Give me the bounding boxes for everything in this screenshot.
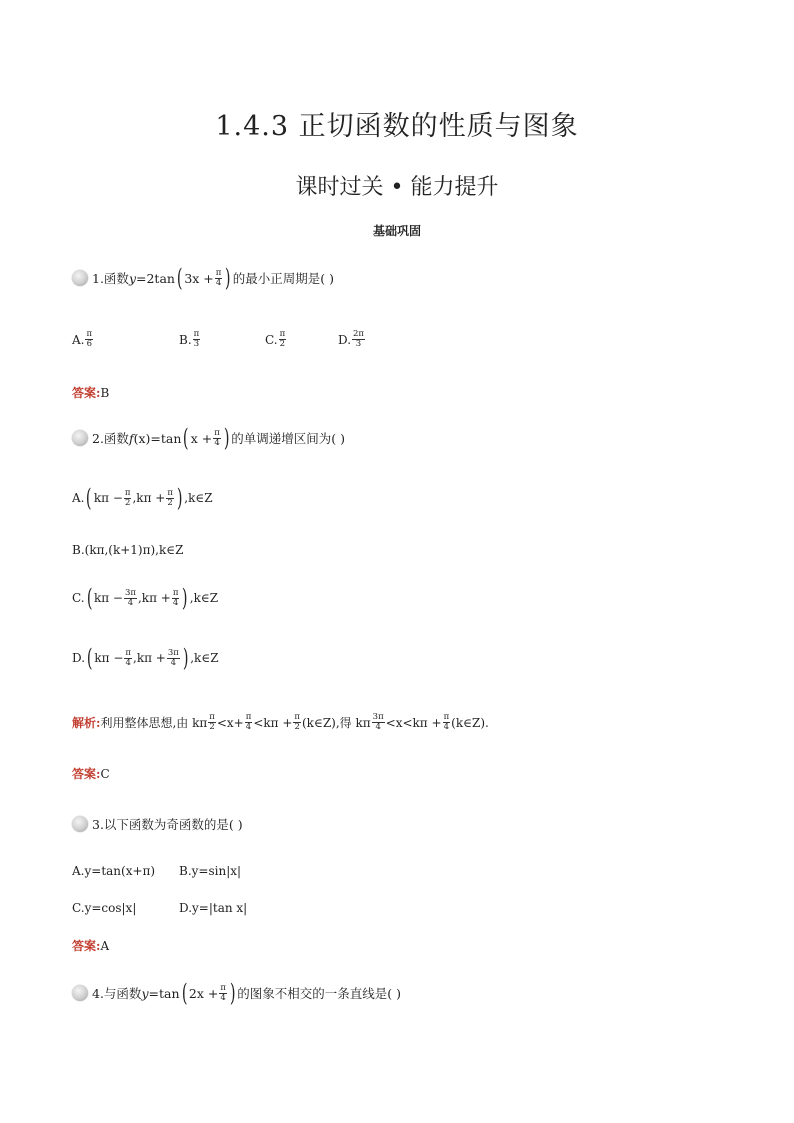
analysis-text: 利用整体思想,由 kπ bbox=[100, 716, 208, 730]
denominator: 4 bbox=[170, 657, 177, 668]
numerator: 2π bbox=[353, 329, 365, 339]
numerator: π bbox=[125, 647, 132, 658]
fraction bbox=[124, 489, 132, 508]
denominator: 4 bbox=[375, 722, 381, 732]
denominator: 6 bbox=[86, 339, 92, 349]
analysis-text: (k∈Z). bbox=[451, 715, 489, 730]
denominator: 4 bbox=[215, 277, 222, 288]
option-c bbox=[265, 330, 287, 349]
numerator: π bbox=[220, 982, 226, 993]
option-label: A. bbox=[72, 332, 85, 347]
option-a: A.y=tan(x+π) bbox=[72, 864, 156, 878]
variable: f bbox=[128, 430, 134, 446]
analysis-text: <x+ bbox=[216, 715, 244, 730]
denominator: 4 bbox=[214, 437, 220, 448]
numerator: π bbox=[193, 329, 200, 339]
variable: y bbox=[128, 270, 136, 286]
option-a bbox=[72, 484, 213, 512]
answer-label: 答案: bbox=[72, 386, 101, 400]
question-text: =2tan bbox=[136, 270, 175, 286]
denominator: 4 bbox=[443, 722, 450, 732]
denominator: 3 bbox=[355, 339, 362, 349]
analysis-label: 解析: bbox=[72, 716, 101, 730]
argument: 3x + bbox=[184, 270, 214, 286]
answer-value: C bbox=[100, 767, 110, 781]
left-paren: ( bbox=[86, 584, 93, 612]
option-a bbox=[72, 330, 94, 349]
question-text: 的最小正周期是( ) bbox=[232, 271, 334, 286]
denominator: 4 bbox=[172, 597, 179, 608]
question-text: =tan bbox=[150, 430, 182, 446]
question-marker-icon bbox=[72, 430, 88, 446]
denominator: 2 bbox=[294, 722, 300, 732]
numerator: π bbox=[167, 487, 173, 498]
numerator: π bbox=[215, 267, 222, 278]
option-b bbox=[179, 330, 201, 349]
denominator: 2 bbox=[167, 497, 173, 508]
answer-label: 答案: bbox=[72, 767, 101, 781]
fraction bbox=[293, 713, 301, 732]
answer-2 bbox=[72, 765, 110, 782]
fraction bbox=[124, 649, 132, 668]
question-marker-icon bbox=[72, 270, 88, 286]
left-paren: ( bbox=[86, 644, 93, 672]
option-d bbox=[72, 644, 219, 672]
fraction bbox=[443, 713, 451, 732]
fraction bbox=[352, 330, 365, 349]
numerator: π bbox=[86, 329, 93, 339]
numerator: π bbox=[214, 427, 220, 438]
option-label: D. bbox=[338, 332, 352, 347]
right-paren: ) bbox=[229, 979, 236, 1007]
analysis bbox=[72, 713, 489, 732]
fraction bbox=[279, 330, 287, 349]
denominator: 2 bbox=[279, 339, 286, 349]
question-marker-icon bbox=[72, 985, 88, 1001]
left-paren: ( bbox=[176, 264, 183, 292]
fraction bbox=[172, 589, 180, 608]
fraction bbox=[215, 269, 223, 288]
question-3 bbox=[72, 815, 243, 833]
option-label: C. bbox=[72, 591, 85, 605]
option-text: B.(kπ,(k+1)π),k∈Z bbox=[72, 543, 184, 557]
right-paren: ) bbox=[182, 644, 189, 672]
numerator: π bbox=[279, 329, 286, 339]
question-marker-icon bbox=[72, 816, 88, 832]
option-c: C.y=cos|x| bbox=[72, 901, 137, 915]
numerator: 3π bbox=[167, 647, 179, 658]
option-text: kπ − bbox=[93, 491, 123, 505]
denominator: 4 bbox=[127, 597, 134, 608]
fraction bbox=[166, 489, 174, 508]
question-2 bbox=[72, 424, 345, 452]
option-text: ,k∈Z bbox=[190, 651, 219, 665]
numerator: 3π bbox=[372, 712, 384, 722]
left-paren: ( bbox=[86, 484, 92, 512]
left-paren: ( bbox=[183, 424, 189, 452]
answer-value: B bbox=[100, 386, 110, 400]
numerator: π bbox=[443, 712, 450, 722]
option-text: ,kπ + bbox=[132, 491, 166, 505]
page-subtitle: 课时过关 • 能力提升 bbox=[295, 175, 499, 200]
numerator: π bbox=[245, 712, 252, 722]
option-text: ,kπ + bbox=[133, 651, 166, 665]
option-text: kπ − bbox=[94, 651, 124, 665]
question-text: 2.函数 bbox=[92, 431, 129, 446]
right-paren: ) bbox=[223, 424, 230, 452]
fraction bbox=[124, 589, 137, 608]
variable: y bbox=[141, 985, 149, 1001]
fraction bbox=[85, 330, 93, 349]
option-label: D. bbox=[72, 651, 86, 665]
question-text: 的单调递增区间为( ) bbox=[231, 431, 345, 446]
right-paren: ) bbox=[176, 484, 183, 512]
option-text: ,k∈Z bbox=[184, 491, 213, 505]
option-label: C. bbox=[265, 332, 278, 347]
question-text: =tan bbox=[148, 985, 180, 1001]
answer-value: A bbox=[100, 939, 110, 953]
question-text: 4.与函数 bbox=[92, 986, 142, 1001]
answer-label: 答案: bbox=[72, 939, 101, 953]
analysis-text: <kπ + bbox=[253, 715, 293, 730]
fraction bbox=[372, 713, 385, 732]
option-d: D.y=|tan x| bbox=[179, 901, 248, 915]
option-text: kπ − bbox=[93, 591, 123, 605]
option-b bbox=[72, 543, 184, 557]
argument: x + bbox=[190, 430, 213, 446]
numerator: π bbox=[124, 487, 131, 498]
denominator: 4 bbox=[220, 992, 226, 1003]
numerator: 3π bbox=[124, 587, 136, 598]
fraction bbox=[193, 330, 201, 349]
right-paren: ) bbox=[182, 584, 188, 612]
left-paren: ( bbox=[181, 979, 187, 1007]
denominator: 3 bbox=[193, 339, 200, 349]
option-label: A. bbox=[72, 491, 85, 505]
argument: (x) bbox=[133, 430, 151, 446]
analysis-text: (k∈Z),得 kπ bbox=[302, 716, 371, 730]
question-text: 的图象不相交的一条直线是( ) bbox=[237, 986, 402, 1001]
numerator: π bbox=[209, 712, 215, 722]
question-text: 1.函数 bbox=[92, 271, 129, 286]
option-label: B. bbox=[179, 332, 192, 347]
option-text: ,kπ + bbox=[137, 591, 171, 605]
fraction bbox=[219, 984, 227, 1003]
option-c bbox=[72, 584, 219, 612]
answer-1 bbox=[72, 384, 109, 401]
question-4 bbox=[72, 979, 402, 1007]
numerator: π bbox=[294, 712, 300, 722]
option-b: B.y=sin|x| bbox=[179, 864, 242, 878]
numerator: π bbox=[172, 587, 179, 598]
option-text: ,k∈Z bbox=[189, 591, 219, 605]
fraction bbox=[245, 713, 253, 732]
fraction bbox=[167, 649, 180, 668]
argument: 2x + bbox=[188, 985, 219, 1001]
page-title: 1.4.3 正切函数的性质与图象 bbox=[215, 111, 579, 142]
section-heading: 基础巩固 bbox=[372, 224, 421, 238]
right-paren: ) bbox=[225, 264, 231, 292]
denominator: 4 bbox=[125, 657, 131, 668]
answer-3 bbox=[72, 937, 109, 954]
denominator: 2 bbox=[124, 497, 131, 508]
analysis-text: <x<kπ + bbox=[385, 715, 442, 730]
denominator: 4 bbox=[245, 722, 252, 732]
fraction bbox=[213, 429, 221, 448]
fraction bbox=[208, 713, 216, 732]
question-1 bbox=[72, 264, 334, 292]
denominator: 2 bbox=[209, 722, 215, 732]
option-d bbox=[338, 330, 366, 349]
question-text: 3.以下函数为奇函数的是( ) bbox=[92, 817, 243, 832]
